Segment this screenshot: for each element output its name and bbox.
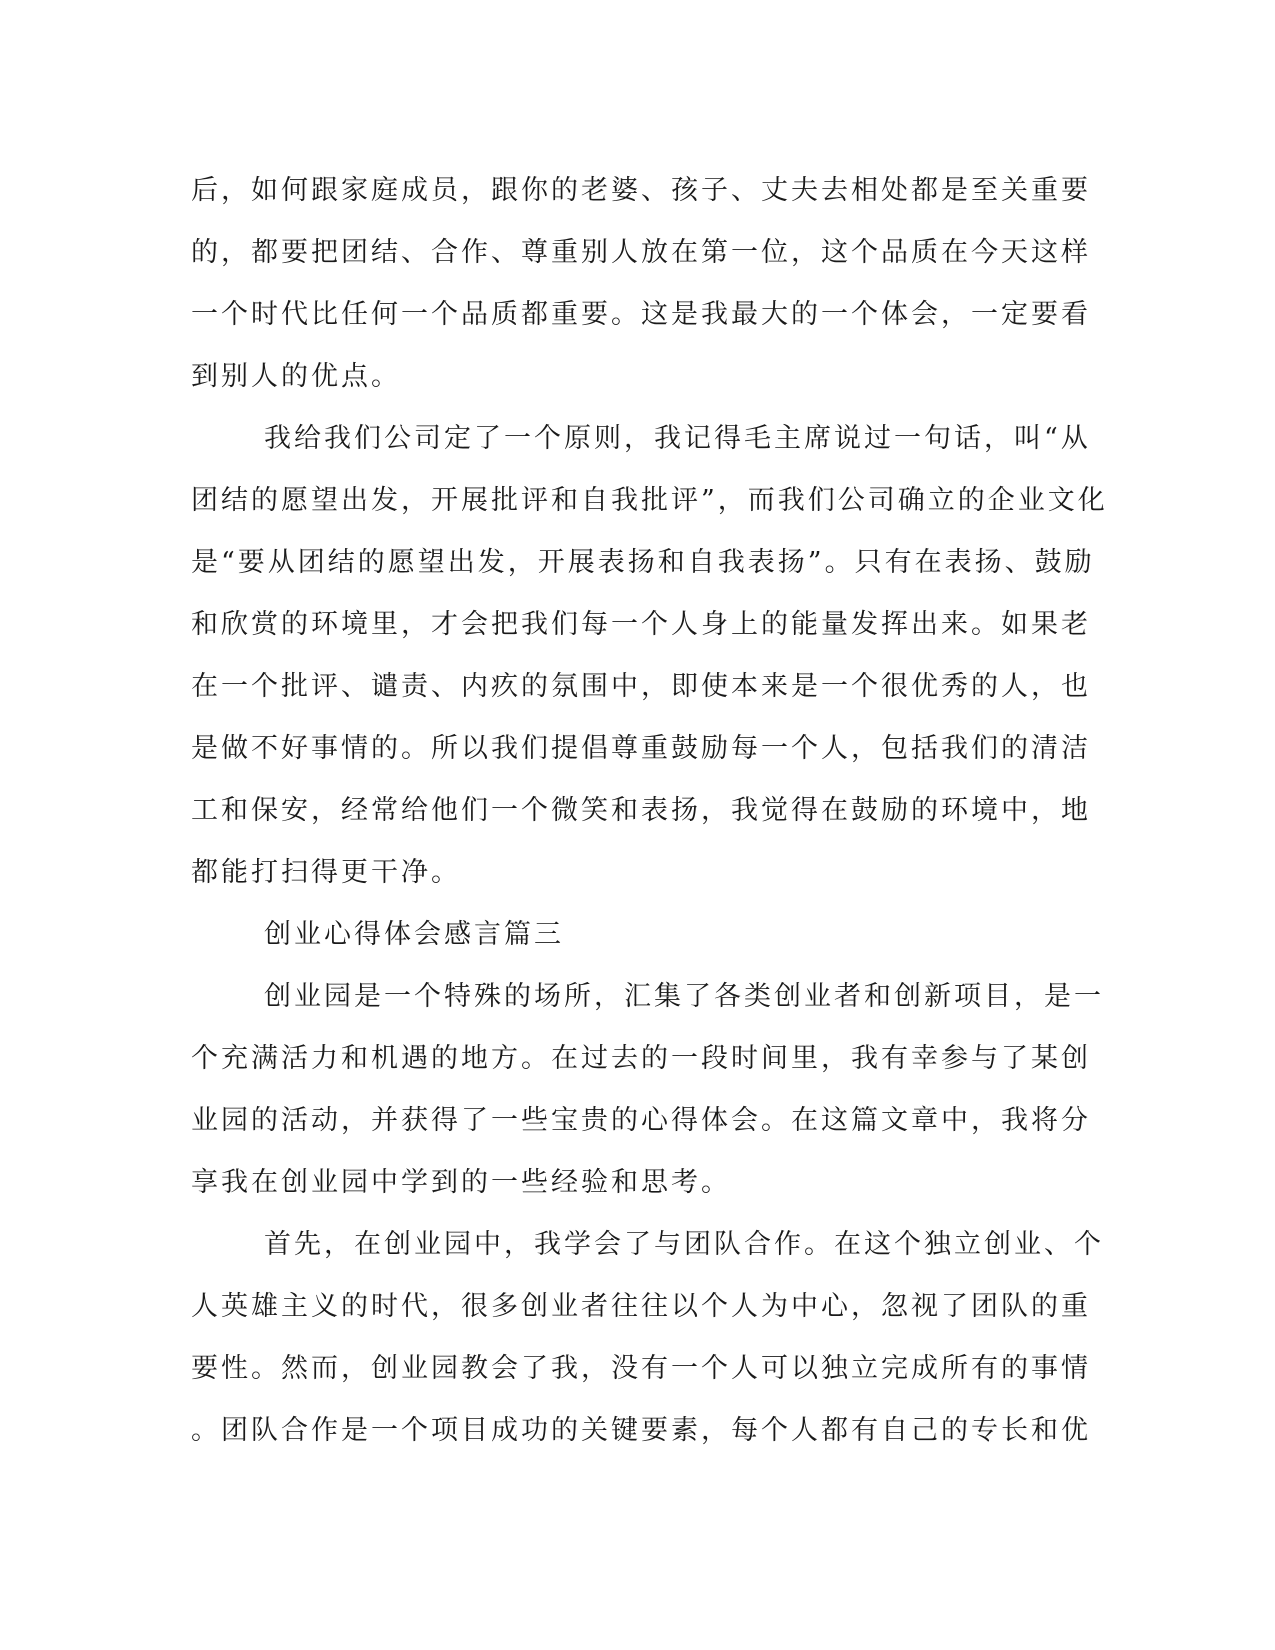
text-line: 和欣赏的环境里，才会把我们每一个人身上的能量发挥出来。如果老 (191, 609, 1091, 640)
text-line: 首先，在创业园中，我学会了与团队合作。在这个独立创业、个 (264, 1229, 1104, 1260)
document-body (191, 160, 1108, 1462)
paragraph-1 (191, 160, 1091, 408)
text-line: 人英雄主义的时代，很多创业者往往以个人为中心，忽视了团队的重 (191, 1291, 1091, 1322)
paragraph-3 (191, 966, 1104, 1214)
text-line: 业园的活动，并获得了一些宝贵的心得体会。在这篇文章中，我将分 (191, 1105, 1091, 1136)
text-line: 后，如何跟家庭成员，跟你的老婆、孩子、丈夫去相处都是至关重要 (191, 175, 1091, 206)
text-line: 都能打扫得更干净。 (191, 857, 461, 888)
section-heading (191, 904, 1071, 966)
text-line: 到别人的优点。 (191, 361, 401, 392)
text-line: 是“要从团结的愿望出发，开展表扬和自我表扬”。只有在表扬、鼓励 (191, 547, 1095, 578)
text-line: 要性。然而，创业园教会了我，没有一个人可以独立完成所有的事情 (191, 1353, 1091, 1384)
text-line: 个充满活力和机遇的地方。在过去的一段时间里，我有幸参与了某创 (191, 1043, 1091, 1074)
text-line: 团结的愿望出发，开展批评和自我批评”，而我们公司确立的企业文化 (191, 485, 1108, 516)
paragraph-4 (191, 1214, 1104, 1462)
text-line: 在一个批评、谴责、内疚的氛围中，即使本来是一个很优秀的人，也 (191, 671, 1091, 702)
text-line: 工和保安，经常给他们一个微笑和表扬，我觉得在鼓励的环境中，地 (191, 795, 1091, 826)
text-line: 是做不好事情的。所以我们提倡尊重鼓励每一个人，包括我们的清洁 (191, 733, 1091, 764)
text-line: 我给我们公司定了一个原则，我记得毛主席说过一句话，叫“从 (264, 423, 1091, 454)
text-line: 。团队合作是一个项目成功的关键要素，每个人都有自己的专长和优 (191, 1415, 1091, 1446)
text-line: 一个时代比任何一个品质都重要。这是我最大的一个体会，一定要看 (191, 299, 1091, 330)
text-line: 创业园是一个特殊的场所，汇集了各类创业者和创新项目，是一 (264, 981, 1104, 1012)
paragraph-2 (191, 408, 1108, 904)
text-line: 享我在创业园中学到的一些经验和思考。 (191, 1167, 731, 1198)
text-line: 的，都要把团结、合作、尊重别人放在第一位，这个品质在今天这样 (191, 237, 1091, 268)
section-heading-text: 创业心得体会感言篇三 (264, 919, 564, 950)
